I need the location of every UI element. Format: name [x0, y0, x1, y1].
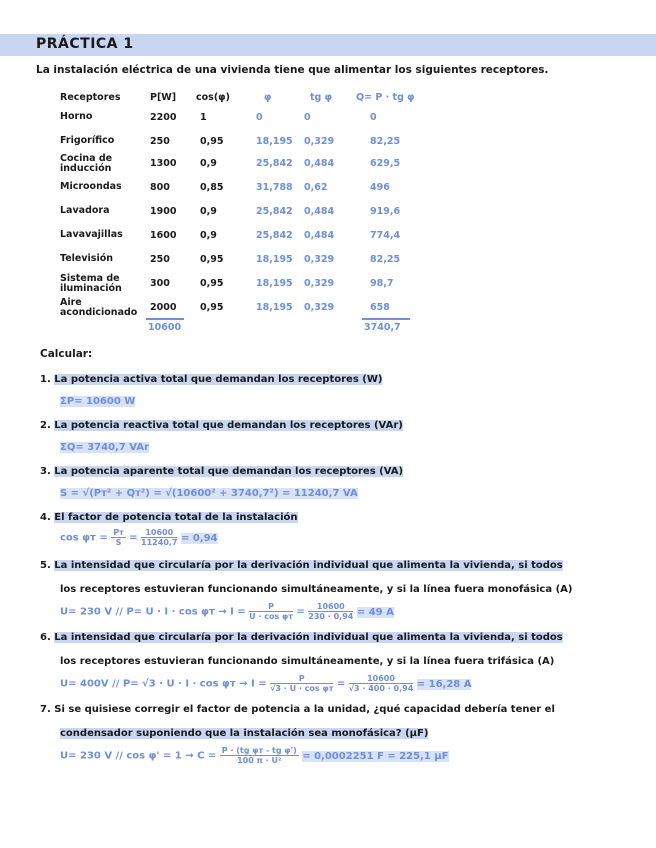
question-3: 3. La potencia aparente total que demandan los receptores (VA) — [40, 466, 404, 477]
header-cos: cos(φ) — [196, 92, 230, 103]
cell-tg: 0,62 — [304, 182, 328, 193]
cell-cos: 0,9 — [200, 206, 217, 217]
calc-label: Calcular: — [40, 348, 93, 360]
row-name: Frigorífico — [60, 135, 115, 146]
cell-cos: 0,9 — [200, 158, 217, 169]
question-5: 5. La intensidad que circularía por la derivación individual que alimenta la vivienda, si todos — [40, 560, 563, 571]
row-name: Aire acondicionado — [60, 297, 138, 318]
intro-text: La instalación eléctrica de una vivienda tiene que alimentar los siguientes receptores. — [36, 64, 549, 76]
question-6-line2: los receptores estuvieran funcionando simultáneamente, y si la línea fuera trifásica (A) — [60, 656, 555, 667]
cell-p: 250 — [150, 136, 170, 147]
cell-cos: 0,95 — [200, 278, 224, 289]
cell-tg: 0,484 — [304, 158, 335, 169]
cell-tg: 0,329 — [304, 136, 335, 147]
cell-p: 300 — [150, 278, 170, 289]
cell-p: 2200 — [150, 112, 177, 123]
cell-tg: 0 — [304, 112, 311, 123]
cell-cos: 0,9 — [200, 230, 217, 241]
cell-q: 658 — [370, 302, 390, 313]
cell-tg: 0,329 — [304, 254, 335, 265]
row-name: Microondas — [60, 181, 122, 192]
header-q: Q= P · tg φ — [356, 92, 415, 103]
answer-6: U= 400V // P= √3 · U · I · cos φᴛ → I = $\frac{P}{\text{√3 · U · cos φᴛ}}$ = $\frac{10600}{√3 \cdot 400 \cdot 0,94}$ = 16,28 A — [60, 674, 472, 693]
answer-3: S = √(Pᴛ² + Qᴛ²) = √(10600² + 3740,7²) = 11240,7 VA — [60, 488, 358, 499]
row-name: Horno — [60, 111, 93, 122]
page-title: PRÁCTICA 1 — [36, 36, 134, 52]
answer-1: ΣP= 10600 W — [60, 396, 136, 407]
header-receptores: Receptores — [60, 92, 121, 103]
row-name: Lavavajillas — [60, 229, 123, 240]
cell-q: 82,25 — [370, 254, 401, 265]
cell-cos: 0,95 — [200, 136, 224, 147]
answer-2: ΣQ= 3740,7 VAr — [60, 442, 149, 453]
cell-phi: 25,842 — [256, 206, 293, 217]
cell-cos: 1 — [200, 112, 207, 123]
cell-tg: 0,484 — [304, 206, 335, 217]
cell-q: 0 — [370, 112, 377, 123]
cell-phi: 18,195 — [256, 302, 293, 313]
header-phi: φ — [264, 92, 272, 103]
cell-p: 1300 — [150, 158, 177, 169]
cell-phi: 18,195 — [256, 254, 293, 265]
question-1: 1. La potencia activa total que demandan los receptores (W) — [40, 374, 383, 385]
cell-q: 82,25 — [370, 136, 401, 147]
header-tg: tg φ — [310, 92, 333, 103]
row-name: Lavadora — [60, 205, 110, 216]
cell-phi: 0 — [256, 112, 263, 123]
question-7: 7. Si se quisiese corregir el factor de potencia a la unidad, ¿qué capacidad debería tener el — [40, 704, 555, 715]
row-name: Cocina de inducción — [60, 153, 113, 174]
cell-p: 1600 — [150, 230, 177, 241]
cell-q: 629,5 — [370, 158, 401, 169]
cell-q: 919,6 — [370, 206, 401, 217]
answer-5: U= 230 V // P= U · I · cos φᴛ → I = $\frac{P}{\text{U · cos φᴛ}}$ = $\frac{10600}{230 \cdot 0,94}$ = 49 A — [60, 602, 394, 621]
total-q: 3740,7 — [364, 322, 401, 333]
answer-7: U= 230 V // cos φ' = 1 → C = $\frac{\text{P · (tg φᴛ - tg φ')}}{\text{100 π · U²}}$ = 0,0002251 F = 225,1 μF — [60, 746, 449, 765]
row-name: Televisión — [60, 253, 114, 264]
row-name: Sistema de iluminación — [60, 273, 122, 294]
cell-q: 98,7 — [370, 278, 394, 289]
cell-phi: 31,788 — [256, 182, 293, 193]
question-6: 6. La intensidad que circularía por la derivación individual que alimenta la vivienda, si todos — [40, 632, 563, 643]
cell-tg: 0,484 — [304, 230, 335, 241]
cell-q: 774,4 — [370, 230, 401, 241]
cell-phi: 18,195 — [256, 136, 293, 147]
sum-line-q — [362, 318, 410, 320]
cell-cos: 0,95 — [200, 254, 224, 265]
cell-p: 800 — [150, 182, 170, 193]
answer-4: cos φᴛ = $\frac{\text{Pᴛ}}{S}$ = $\frac{10600}{11240,7}$ = 0,94 — [60, 528, 218, 547]
question-7-line2: condensador suponiendo que la instalación sea monofásica? (μF) — [60, 728, 429, 739]
cell-cos: 0,95 — [200, 302, 224, 313]
cell-p: 250 — [150, 254, 170, 265]
cell-q: 496 — [370, 182, 390, 193]
cell-phi: 18,195 — [256, 278, 293, 289]
header-p: P[W] — [150, 92, 177, 103]
cell-p: 2000 — [150, 302, 177, 313]
cell-p: 1900 — [150, 206, 177, 217]
sum-line-p — [146, 318, 184, 320]
question-4: 4. El factor de potencia total de la instalación — [40, 512, 298, 523]
cell-cos: 0,85 — [200, 182, 224, 193]
cell-tg: 0,329 — [304, 302, 335, 313]
cell-phi: 25,842 — [256, 230, 293, 241]
cell-phi: 25,842 — [256, 158, 293, 169]
cell-tg: 0,329 — [304, 278, 335, 289]
total-p: 10600 — [148, 322, 182, 333]
question-2: 2. La potencia reactiva total que demandan los receptores (VAr) — [40, 420, 403, 431]
question-5-line2: los receptores estuvieran funcionando simultáneamente, y si la línea fuera monofásica (A) — [60, 584, 573, 595]
